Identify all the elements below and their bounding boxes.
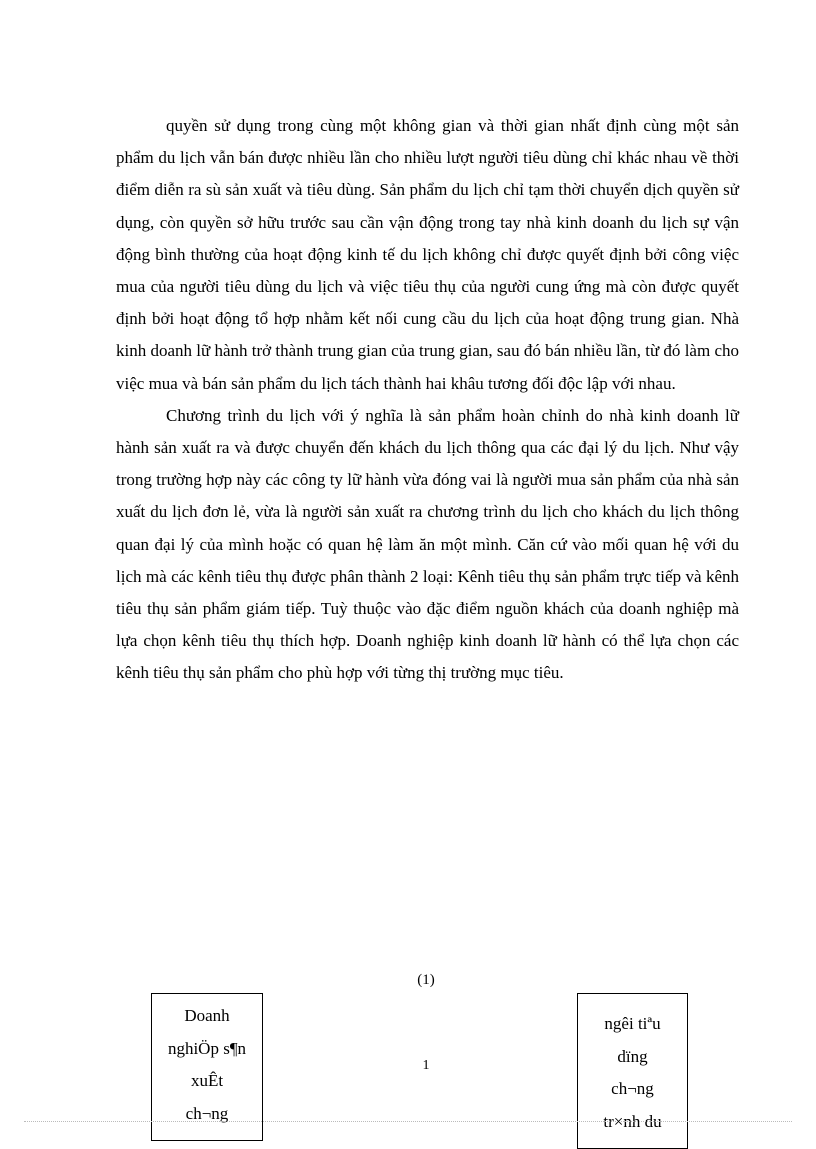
consumer-box-line: ngêi tiªu <box>604 1014 661 1033</box>
consumer-box-line: ch¬ng <box>611 1079 654 1098</box>
page-number: 1 <box>422 1058 430 1073</box>
body-text <box>116 110 739 690</box>
page-break-line <box>24 1121 792 1122</box>
consumer-box-line: dïng <box>617 1046 648 1066</box>
consumer-box <box>577 993 688 1149</box>
paragraph-2: Chương trình du lịch với ý nghĩa là sản phẩm hoàn chỉnh do nhà kinh doanh lữ hành sản xuất ra và được chuyển đến khách du lịch thông qua các đại lý du lịch. Như vậy trong trường hợp này các công ty lữ hành vừa đóng vai là người mua sản phẩm của nhà sản xuất du lịch đơn lẻ, vừa là người sản xuất ra chương trình du lịch cho khách du lịch thông quan đại lý của mình hoặc có quan hệ làm ăn một mình. Căn cứ vào mối quan hệ với du lịch mà các kênh tiêu thụ được phân thành 2 loại: Kênh tiêu thụ sản phẩm trực tiếp và kênh tiêu thụ sản phẩm giám tiếp. Tuỳ thuộc vào đặc điểm nguồn khách của doanh nghiệp mà lựa chọn kênh tiêu thụ thích hợp. Doanh nghiệp kinh doanh lữ hành có thể lựa chọn các kênh tiêu thụ sản phẩm cho phù hợp với từng thị trường mục tiêu. <box>116 405 739 683</box>
flow-label: (1) <box>417 972 435 988</box>
producer-box-line: xuÊt <box>190 1071 224 1090</box>
producer-box <box>151 993 263 1141</box>
producer-box-line: nghiÖp s¶n <box>167 1038 247 1058</box>
consumer-box-line: tr×nh du <box>603 1111 662 1131</box>
paragraph-1: quyền sử dụng trong cùng một không gian và thời gian nhất định cùng một sản phẩm du lịch vẫn bán được nhiều lần cho nhiều lượt người tiêu dùng chỉ khác nhau về thời điểm diễn ra sù sản xuất và tiêu dùng. Sản phẩm du lịch chỉ tạm thời chuyển dịch quyền sử dụng, còn quyền sở hữu trước sau cần vận động trong tay nhà kinh doanh du lịch sự vận động bình thường của hoạt động kinh tế du lịch không chỉ được quyết định bởi công việc mua của người tiêu dùng du lịch và việc tiêu thụ của người cung ứng mà còn được quyết định bởi hoạt động tổ hợp nhằm kết nối cung cầu du lịch của hoạt động trung gian. Nhà kinh doanh lữ hành trở thành trung gian của trung gian, sau đó bán nhiều lần, từ đó làm cho việc mua và bán sản phẩm du lịch tách thành hai khâu tương đối độc lập với nhau. <box>116 116 739 393</box>
producer-box-line: Doanh <box>184 1006 230 1025</box>
producer-box-line: ch¬ng <box>185 1103 229 1123</box>
